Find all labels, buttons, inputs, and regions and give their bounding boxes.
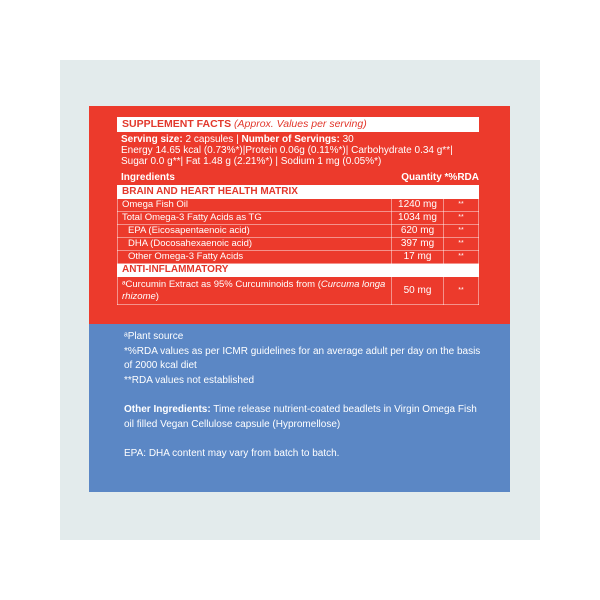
table-row xyxy=(118,238,479,251)
ingredients-table xyxy=(117,185,479,305)
ingredient-rda: ** xyxy=(444,238,479,251)
ingredient-name: DHA (Docosahexaenoic acid) xyxy=(118,238,392,251)
ingredient-rda: ** xyxy=(444,251,479,264)
nutrition-line-1: Energy 14.65 kcal (0.73%*)|Protein 0.06g (0.11%*)| Carbohydrate 0.34 g**| xyxy=(121,145,453,156)
ingredient-name: Other Omega-3 Fatty Acids xyxy=(118,251,392,264)
table-row xyxy=(118,225,479,238)
servings-value: 30 xyxy=(342,134,354,145)
separator: | xyxy=(236,134,239,145)
ingredient-name xyxy=(118,277,392,305)
ingredient-name: EPA (Eicosapentaenoic acid) xyxy=(118,225,392,238)
section-header xyxy=(118,186,479,199)
section-header xyxy=(118,264,479,277)
nutrition-line-2: Sugar 0.0 g**| Fat 1.48 g (2.21%*) | Sodium 1 mg (0.05%*) xyxy=(121,155,382,167)
spacer xyxy=(124,432,484,447)
ingredient-rda: ** xyxy=(444,199,479,212)
ingredient-quantity: 1034 mg xyxy=(392,212,444,225)
ingredient-quantity: 620 mg xyxy=(392,225,444,238)
table-row xyxy=(118,251,479,264)
ingredient-name-prefix: ᵃCurcumin Extract as 95% Curcuminoids from ( xyxy=(122,278,321,290)
ingredient-name-botanical: Curcuma longa rhizome xyxy=(122,278,386,302)
ingredients-column-label: Ingredients xyxy=(121,172,175,183)
ingredient-quantity: 50 mg xyxy=(392,277,444,305)
other-ingredients-text: Time release nutrient-coated beadlets in Virgin Omega Fish oil filled Vegan Cellulose capsule (Hypromellose) xyxy=(124,404,477,430)
title-bar xyxy=(117,117,479,132)
ingredient-rda: ** xyxy=(444,212,479,225)
title: SUPPLEMENT FACTS xyxy=(122,118,232,130)
footnote-rda-not-established: **RDA values not established xyxy=(124,374,255,386)
ingredient-rda: ** xyxy=(444,277,479,305)
ingredient-rda: ** xyxy=(444,225,479,238)
servings-label: Number of Servings: xyxy=(241,134,340,145)
quantity-rda-column-label: Quantity *%RDA xyxy=(401,172,479,183)
epa-dha-note: EPA: DHA content may vary from batch to batch. xyxy=(124,448,340,459)
table-row xyxy=(118,199,479,212)
subtitle: (Approx. Values per serving) xyxy=(234,118,367,130)
table-row xyxy=(118,277,479,305)
ingredient-quantity: 17 mg xyxy=(392,251,444,264)
ingredient-name-suffix: ) xyxy=(155,290,159,302)
ingredient-name: Total Omega-3 Fatty Acids as TG xyxy=(118,212,392,225)
ingredient-name: Omega Fish Oil xyxy=(118,199,392,212)
spacer xyxy=(124,388,484,403)
serving-size-value: 2 capsules xyxy=(185,134,234,145)
other-ingredients xyxy=(124,403,484,432)
ingredient-quantity: 397 mg xyxy=(392,238,444,251)
table-row xyxy=(118,212,479,225)
serving-size-label: Serving size: xyxy=(121,134,183,145)
other-ingredients-label: Other Ingredients: xyxy=(124,404,211,415)
section-title: ANTI-INFLAMMATORY xyxy=(118,264,479,277)
ingredient-quantity: 1240 mg xyxy=(392,199,444,212)
footnotes xyxy=(124,330,484,462)
ingredients-header xyxy=(117,171,479,185)
section-title: BRAIN AND HEART HEALTH MATRIX xyxy=(118,186,479,199)
supplement-facts xyxy=(117,117,479,305)
footnote-rda-guidelines: *%RDA values as per ICMR guidelines for an average adult per day on the basis of 2000 kcal diet xyxy=(124,345,481,371)
footnote-plant-source: ᵃPlant source xyxy=(124,331,184,342)
